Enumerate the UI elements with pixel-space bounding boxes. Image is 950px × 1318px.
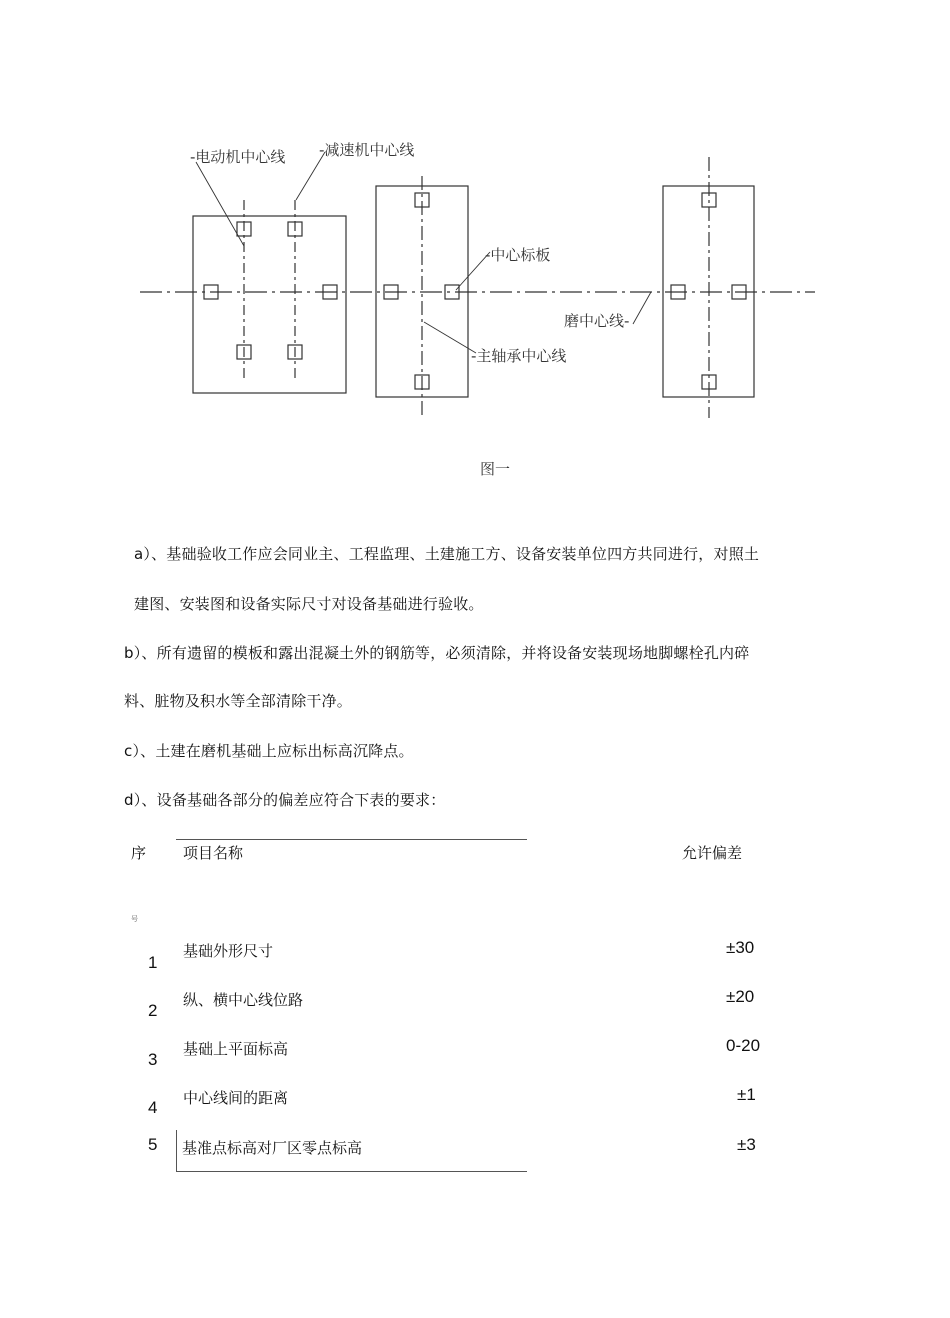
table-row-name: 中心线间的距离: [183, 1089, 289, 1107]
table-row-seq: 3: [148, 1050, 158, 1069]
table-row-name: 基准点标高对厂区零点标高: [182, 1139, 363, 1157]
paragraph-b-line1: b）、所有遗留的模板和露出混凝土外的钢筋等，必须清除，并将设备安装现场地脚螺栓孔内碎: [124, 644, 750, 662]
paragraph-a-line2: 建图、安装图和设备实际尺寸对设备基础进行验收。: [134, 595, 484, 613]
table-row-name: 纵、横中心线位路: [183, 991, 304, 1009]
motor-centerline-label: -电动机中心线: [190, 148, 286, 166]
center-plate-label: -中心标板: [485, 246, 551, 264]
table-row-name: 基础上平面标高: [183, 1040, 289, 1058]
header-seq-tail: 号: [131, 915, 138, 923]
table-row-name: 基础外形尺寸: [183, 942, 274, 960]
header-name: 项目名称: [183, 844, 244, 862]
main-bearing-centerline-label: -主轴承中心线: [471, 347, 567, 365]
table-row-tolerance: ±1: [737, 1085, 756, 1104]
table-row-seq: 2: [148, 1001, 158, 1020]
table-row-tolerance: ±30: [726, 938, 755, 957]
left-foundation: [193, 216, 346, 393]
reducer-centerline-label: -减速机中心线: [319, 141, 415, 159]
header-seq: 序: [131, 844, 147, 862]
table-row-tolerance: ±20: [726, 987, 755, 1006]
table-row-seq: 4: [148, 1098, 158, 1117]
table-row-seq: 1: [148, 953, 158, 972]
paragraph-b-line2: 料、脏物及积水等全部清除干净。: [124, 692, 353, 710]
table-top-rule: [176, 839, 527, 840]
table-row-tolerance: ±3: [737, 1135, 756, 1154]
figure-caption: 图一: [479, 460, 510, 478]
foundation-layout-diagram: [0, 0, 950, 440]
table-left-rule: [176, 1130, 177, 1171]
table-bottom-rule: [176, 1171, 527, 1172]
paragraph-d: d）、设备基础各部分的偏差应符合下表的要求：: [124, 791, 446, 809]
table-row-tolerance: 0-20: [726, 1036, 761, 1055]
table-row-seq: 5: [148, 1135, 158, 1154]
mill-centerline-label: 磨中心线-: [564, 312, 630, 330]
paragraph-a-line1: a）、基础验收工作应会同业主、工程监理、土建施工方、设备安装单位四方共同进行，对照土: [134, 545, 760, 563]
header-tolerance: 允许偏差: [682, 844, 743, 862]
paragraph-c: c）、土建在磨机基础上应标出标高沉降点。: [124, 742, 414, 760]
